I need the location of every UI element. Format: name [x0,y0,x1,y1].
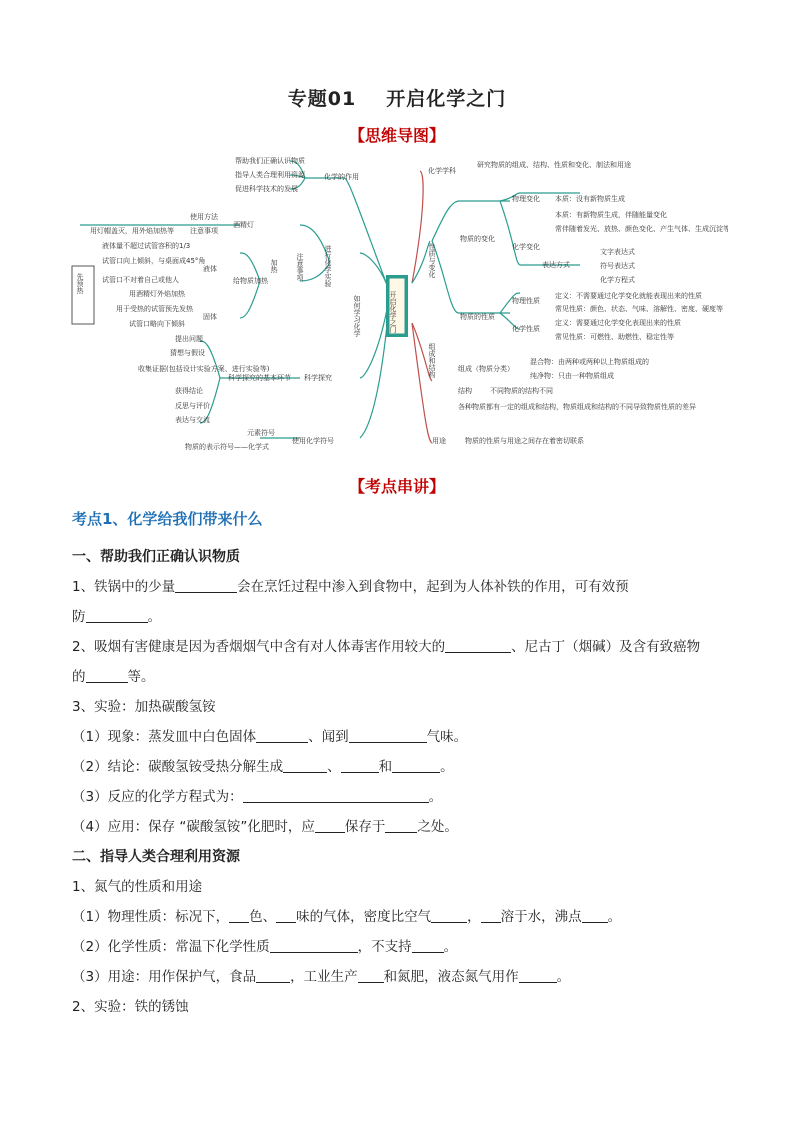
mindmap-inquiry-steps-label: 科学探究的基本环节 [228,374,291,382]
mindmap-lamp-label: 酒精灯 [233,221,254,229]
mindmap-role-label: 化学的作用 [324,173,359,181]
mindmap-liquid-item: 用酒精灯外焰加热 [129,290,185,298]
mindmap-learn-label: 如何学习化学 [353,295,361,337]
mindmap-liquid-item: 试管口不对着自己或他人 [102,276,179,284]
mindmap-physical-change-text: 本质：没有新物质生成 [555,195,625,203]
mind-map [60,153,728,455]
mindmap-physical-property-item: 定义：不需要通过化学变化就能表现出来的性质 [555,292,702,300]
question-line: 2、实验：铁的锈蚀 [72,999,189,1015]
title-main: 专题01 [287,88,357,110]
mindmap-comp-item: 混合物：由两种或两种以上物质组成的 [530,358,649,366]
mindmap-role-item: 指导人类合理利用资源 [235,171,305,179]
mindmap-role-item: 帮助我们正确认识物质 [235,157,305,165]
mindmap-liquid-item: 试管口向上倾斜，与桌面成45°角 [102,257,206,265]
mindmap-inquiry-step: 反思与评价 [175,402,210,410]
question-line: 3、实验：加热碳酸氢铵 [72,699,216,715]
mindmap-lamp-extra: 用灯帽盖灭，用外焰加热等 [90,227,174,235]
section-title: 二、指导人类合理利用资源 [72,849,240,865]
question-line: （4）应用：保存 “碳酸氢铵”化肥时，应 保存于 之处。 [72,819,458,835]
mindmap-notes-label: 注意事项 [296,253,304,281]
mindmap-composition-label: 组成和结构 [428,343,436,378]
mindmap-properties-change-label: 性质与变化 [428,243,436,278]
answer-blank[interactable] [256,728,308,743]
mindmap-expr-item: 化学方程式 [600,276,635,284]
mindmap-change-label: 物质的变化 [460,235,495,243]
mindmap-inquiry-step: 提出问题 [175,335,203,343]
answer-blank[interactable] [175,578,237,593]
answer-blank[interactable] [582,908,608,923]
question-line: （2）结论：碳酸氢铵受热分解生成 、 和 。 [72,759,454,775]
mindmap-inquiry-step: 收集证据(包括设计实验方案、进行实验等) [138,365,270,373]
mindmap-chemical-property-item: 常见性质：可燃性、助燃性、稳定性等 [555,333,674,341]
answer-blank[interactable] [445,638,511,653]
mindmap-property-label: 物质的性质 [460,313,495,321]
mindmap-struct-label: 结构 [458,387,472,395]
answer-blank[interactable] [283,758,327,773]
page-title [0,84,794,111]
mindmap-symbols-item: 物质的表示符号——化学式 [185,443,269,451]
answer-blank[interactable] [385,818,417,833]
question-line: 防 。 [72,609,161,625]
content [72,508,732,1022]
mindmap-preheat: 先预热 [76,273,84,294]
kp1-title: 考点1、化学给我们带来什么 [72,510,263,528]
points-heading: 【考点串讲】 [348,477,445,496]
mindmap-inquiry-step: 表达与交流 [175,416,210,424]
mindmap-role-item: 促进科学技术的发展 [235,185,298,193]
mindmap-solid-item: 试管口略向下倾斜 [129,320,185,328]
answer-blank[interactable] [412,938,444,953]
answer-blank[interactable] [276,908,296,923]
answer-blank[interactable] [358,968,384,983]
question-line: （3）反应的化学方程式为： 。 [72,789,443,805]
mindmap-chemical-property-item: 定义：需要通过化学变化表现出来的性质 [555,319,681,327]
mindmap-chemical-property-label: 化学性质 [512,325,540,333]
mindmap-use-text: 物质的性质与用途之间存在着密切联系 [465,437,584,445]
mindmap-use-label: 用途 [432,437,446,445]
mindmap-physical-property-label: 物理性质 [512,297,540,305]
question-line: （2）化学性质：常温下化学性质 ，不支持 。 [72,939,458,955]
question-line: 2、吸烟有害健康是因为香烟烟气中含有对人体毒害作用较大的 、尼古丁（烟碱）及含有致癌物 [72,639,701,655]
mindmap-physical-change-label: 物理变化 [512,195,540,203]
mindmap-inquiry-step: 猜想与假设 [170,349,205,357]
answer-blank[interactable] [86,668,128,683]
mindmap-expr-item: 符号表达式 [600,262,635,270]
mindmap-science-text: 研究物质的组成、结构、性质和变化、制法和用途 [477,161,631,169]
answer-blank[interactable] [481,908,501,923]
mindmap-struct-text: 不同物质的结构不同 [490,387,553,395]
mindmap-chemical-change-item: 本质：有新物质生成，伴随能量变化 [555,211,667,219]
mindmap-comp-item: 纯净物：只由一种物质组成 [530,372,614,380]
mindmap-heating-label: 加热 [270,259,278,273]
mindmap-chemical-change-item: 常伴随着发光、放热、颜色变化、产生气体、生成沉淀等现象 [555,225,728,233]
mindmap-liquid-label: 液体 [203,265,217,273]
mindmap-inquiry-label: 科学探究 [304,374,332,382]
mindmap-solid-item: 用于受热的试管预先发热 [116,305,193,313]
mindmap-symbols-label: 使用化学符号 [292,437,334,445]
mindmap-solid-label: 固体 [203,313,217,321]
mindmap-expr-label: 表达方式 [542,261,570,269]
answer-blank[interactable] [349,728,427,743]
answer-blank[interactable] [86,608,148,623]
mindmap-experiment-label: 进行化学实验 [324,245,332,287]
mindmap-science-label: 化学学科 [428,167,456,175]
question-line: （3）用途：用作保护气，食品 ，工业生产 和氮肥，液态氮气用作 。 [72,969,571,985]
mindmap-liquid-item: 液体量不超过试管容积的1/3 [102,242,191,250]
answer-blank[interactable] [256,968,290,983]
answer-blank[interactable] [243,788,429,803]
answer-blank[interactable] [431,908,467,923]
question-line: （1）现象：蒸发皿中白色固体 、闻到 气味。 [72,729,468,745]
mindmap-vessel-label: 给物质加热 [233,277,268,285]
mindmap-comp-label: 组成（物质分类） [458,365,514,373]
answer-blank[interactable] [270,938,358,953]
mindmap-physical-property-item: 常见性质：颜色、状态、气味、溶解性、密度、硬度等 [555,305,723,313]
mindmap-inquiry-step: 获得结论 [175,387,203,395]
answer-blank[interactable] [341,758,379,773]
question-line: 1、铁锅中的少量 会在烹饪过程中渗入到食物中，起到为人体补铁的作用，可有效预 [72,579,629,595]
mindmap-lamp-item: 使用方法 [190,213,218,221]
answer-blank[interactable] [392,758,440,773]
mindmap-heading: 【思维导图】 [348,126,445,145]
mindmap-symbols-item: 元素符号 [247,429,275,437]
question-line: 的 等。 [72,669,155,685]
question-line: 1、氮气的性质和用途 [72,879,203,895]
answer-blank[interactable] [315,818,345,833]
mindmap-expr-item: 文字表达式 [600,248,635,256]
question-line: （1）物理性质：标况下， 色、 味的气体，密度比空气 ， 溶于水，沸点 。 [72,909,622,925]
mindmap-center: 开启化学之门 [389,291,397,333]
title-sub: 开启化学之门 [386,88,507,110]
section-title: 一、帮助我们正确认识物质 [72,549,240,565]
mindmap-lamp-item: 注意事项 [190,227,218,235]
answer-blank[interactable] [229,908,249,923]
mindmap-chemical-change-label: 化学变化 [512,243,540,251]
mindmap-comp-note: 各种物质都有一定的组成和结构，物质组成和结构的不同导致物质性质的差异 [458,403,696,411]
answer-blank[interactable] [519,968,557,983]
